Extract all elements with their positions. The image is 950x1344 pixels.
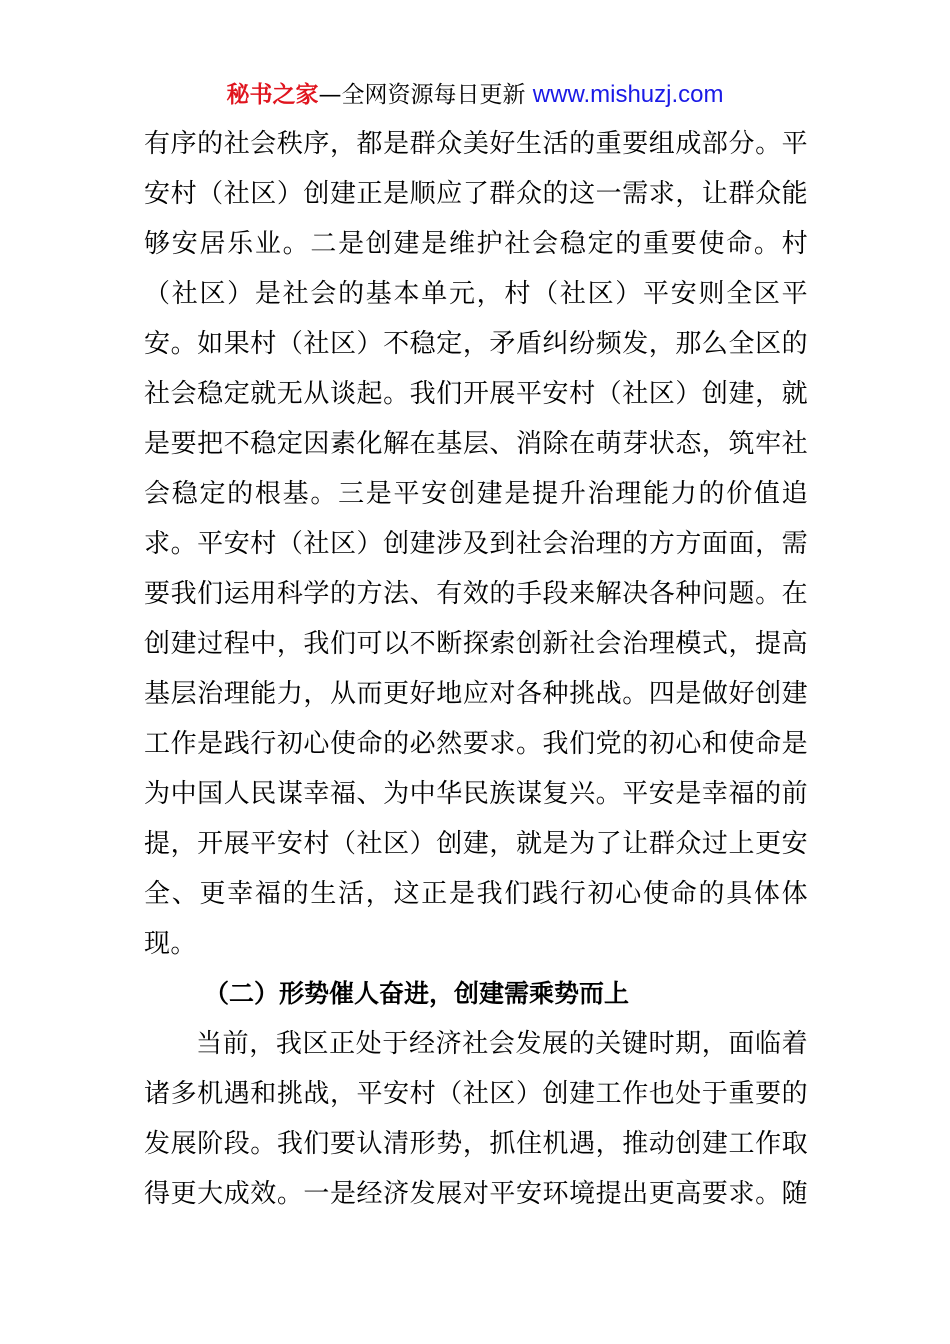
paragraph-line: 会稳定的根基。三是平安创建是提升治理能力的价值追 [144, 479, 808, 509]
paragraph-line: 创建过程中，我们可以不断探索创新社会治理模式，提高 [144, 629, 808, 659]
paragraph-line: 得更大成效。一是经济发展对平安环境提出更高要求。随 [144, 1179, 808, 1209]
paragraph-line: 求。平安村（社区）创建涉及到社会治理的方方面面，需 [144, 529, 808, 559]
site-url-link[interactable]: www.mishuzj.com [532, 81, 724, 108]
section-heading: （二）形势催人奋进，创建需乘势而上 [204, 979, 630, 1008]
paragraph-line: 全、更幸福的生活，这正是我们践行初心使命的具体体 [144, 879, 808, 909]
paragraph-line: 要我们运用科学的方法、有效的手段来解决各种问题。在 [144, 579, 808, 609]
paragraph-line: 够安居乐业。二是创建是维护社会稳定的重要使命。村 [144, 229, 808, 259]
paragraph-line: 是要把不稳定因素化解在基层、消除在萌芽状态，筑牢社 [144, 429, 808, 459]
paragraph-line: 提，开展平安村（社区）创建，就是为了让群众过上更安 [144, 829, 808, 859]
brand-name: 秘书之家 [226, 82, 319, 108]
paragraph-line: 现。 [144, 929, 197, 959]
paragraph-line: 安。如果村（社区）不稳定，矛盾纠纷频发，那么全区的 [144, 329, 808, 359]
page-header [0, 79, 950, 111]
paragraph-line: 工作是践行初心使命的必然要求。我们党的初心和使命是 [144, 729, 808, 759]
header-tagline: —全网资源每日更新 [318, 82, 526, 108]
paragraph-line: 为中国人民谋幸福、为中华民族谋复兴。平安是幸福的前 [144, 779, 808, 809]
paragraph-line: 基层治理能力，从而更好地应对各种挑战。四是做好创建 [144, 679, 808, 709]
paragraph-line: 当前，我区正处于经济社会发展的关键时期，面临着 [196, 1029, 808, 1059]
paragraph-line: （社区）是社会的基本单元，村（社区）平安则全区平 [144, 279, 808, 309]
paragraph-line: 有序的社会秩序，都是群众美好生活的重要组成部分。平 [144, 129, 808, 159]
paragraph-line: 社会稳定就无从谈起。我们开展平安村（社区）创建，就 [144, 379, 808, 409]
paragraph-line: 安村（社区）创建正是顺应了群众的这一需求，让群众能 [144, 179, 808, 209]
paragraph-line: 诸多机遇和挑战，平安村（社区）创建工作也处于重要的 [144, 1079, 808, 1109]
paragraph-line: 发展阶段。我们要认清形势，抓住机遇，推动创建工作取 [144, 1129, 808, 1159]
document-body [144, 119, 808, 1219]
